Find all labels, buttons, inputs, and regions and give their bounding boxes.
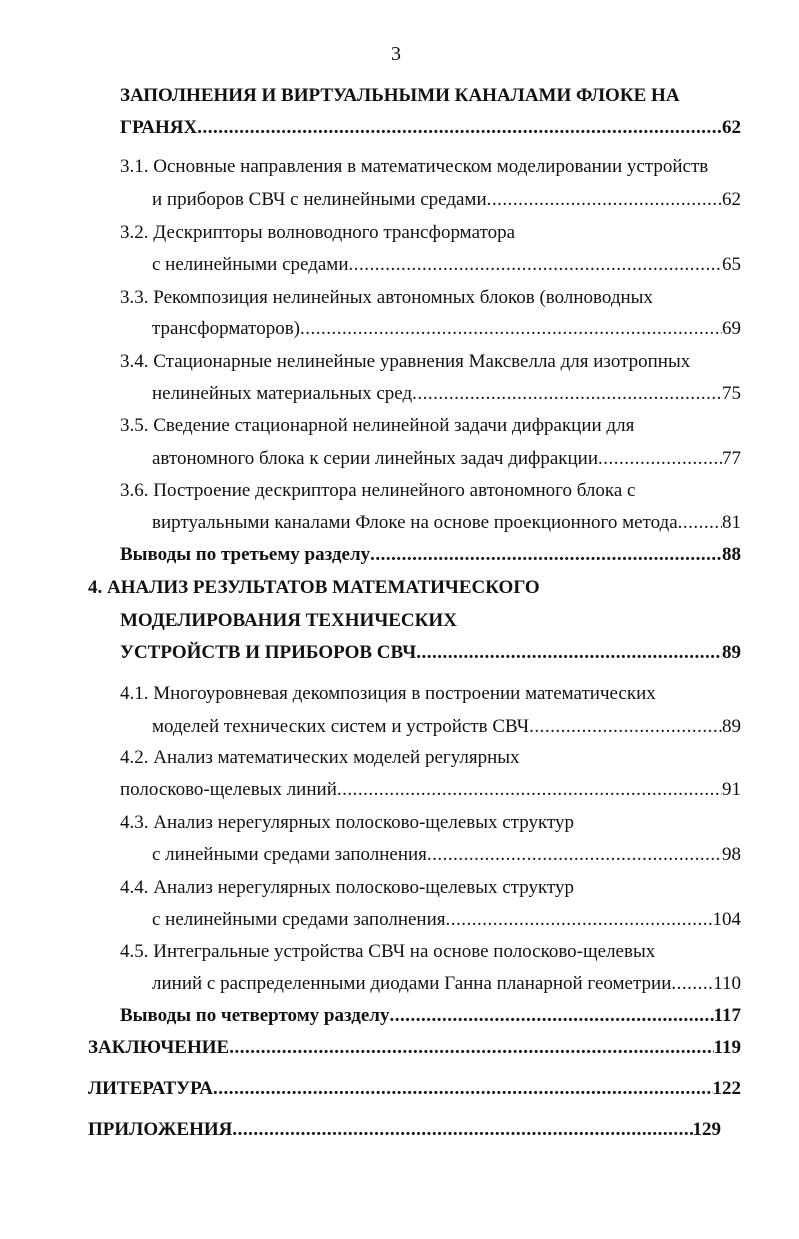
toc-page-number: 62 (722, 189, 741, 210)
leader-dots (232, 1118, 692, 1142)
toc-text: УСТРОЙСТВ И ПРИБОРОВ СВЧ (120, 642, 417, 663)
toc-page-number: 88 (722, 544, 741, 565)
toc-page-number: 104 (712, 909, 741, 930)
toc-text: с нелинейными средами заполнения (152, 909, 446, 930)
toc-entry-4-4-line1: 4.4. Анализ нерегулярных полосково-щелевых структур (120, 877, 574, 898)
leader-dots (487, 188, 722, 212)
toc-entry-4-3-line1: 4.3. Анализ нерегулярных полосково-щелевых структур (120, 812, 574, 833)
toc-page-number: 129 (692, 1119, 721, 1140)
toc-page-number: 69 (722, 318, 741, 339)
toc-entry-appendices (88, 1118, 721, 1142)
leader-dots (337, 778, 722, 802)
toc-entry-4-5-line1: 4.5. Интегральные устройства СВЧ на основе полосково-щелевых (120, 941, 656, 962)
toc-page-number: 89 (722, 716, 741, 737)
toc-page-number: 89 (722, 642, 741, 663)
toc-entry-section-4-conclusions (120, 1004, 741, 1028)
leader-dots (197, 116, 722, 140)
toc-entry-3-6-line1: 3.6. Построение дескриптора нелинейного автономного блока с (120, 480, 636, 501)
toc-entry-3-1-line2 (152, 188, 741, 212)
toc-page-number: 77 (722, 448, 741, 469)
toc-page-number: 117 (713, 1005, 741, 1026)
toc-entry-3-1-line1: 3.1. Основные направления в математическом моделировании устройств (120, 156, 709, 177)
toc-entry-3-4-line1: 3.4. Стационарные нелинейные уравнения Максвелла для изотропных (120, 351, 691, 372)
toc-entry-3-4-line2 (152, 382, 741, 406)
toc-entry-4-1-line1: 4.1. Многоуровневая декомпозиция в построении математических (120, 683, 656, 704)
toc-text: ГРАНЯХ (120, 117, 198, 138)
leader-dots (598, 447, 722, 471)
toc-text: автономного блока к серии линейных задач дифракции (152, 448, 599, 469)
toc-page-number: 65 (722, 254, 741, 275)
toc-entry-4-4-line2 (152, 908, 741, 932)
toc-entry-4-3-line2 (152, 843, 741, 867)
toc-entry-4-2-line1: 4.2. Анализ математических моделей регулярных (120, 747, 520, 768)
toc-entry-4-1-line2 (152, 715, 741, 739)
toc-entry-3-3-line2 (152, 317, 741, 341)
leader-dots (678, 511, 722, 535)
toc-page-number: 119 (713, 1037, 741, 1058)
leader-dots (349, 253, 723, 277)
toc-entry-4-2-line2 (120, 778, 741, 802)
leader-dots (213, 1077, 712, 1101)
toc-entry-3-6-line2 (152, 511, 741, 535)
section-3-heading-line2 (120, 116, 741, 140)
section-3-heading-line1: ЗАПОЛНЕНИЯ И ВИРТУАЛЬНЫМИ КАНАЛАМИ ФЛОКЕ НА (120, 85, 680, 106)
leader-dots (427, 843, 722, 867)
toc-page-number: 110 (713, 973, 741, 994)
toc-entry-literature (88, 1077, 741, 1101)
toc-text: линий с распределенными диодами Ганна планарной геометрии (152, 973, 672, 994)
leader-dots (300, 317, 722, 341)
toc-text: нелинейных материальных сред (152, 383, 413, 404)
toc-text: Выводы по третьему разделу (120, 544, 371, 565)
section-4-heading-line3 (120, 641, 741, 665)
toc-text: и приборов СВЧ с нелинейными средами (152, 189, 487, 210)
toc-text: полосково-щелевых линий (120, 779, 337, 800)
toc-text: моделей технических систем и устройств СВЧ (152, 716, 530, 737)
toc-text: ЛИТЕРАТУРА (88, 1078, 214, 1099)
toc-entry-3-5-line1: 3.5. Сведение стационарной нелинейной задачи дифракции для (120, 415, 635, 436)
toc-entry-section-3-conclusions (120, 543, 741, 567)
toc-page-number: 91 (722, 779, 741, 800)
toc-page-number: 75 (722, 383, 741, 404)
toc-page-number: 122 (712, 1078, 741, 1099)
toc-text: виртуальными каналами Флоке на основе проекционного метода (152, 512, 678, 533)
section-4-heading-line2: МОДЕЛИРОВАНИЯ ТЕХНИЧЕСКИХ (120, 610, 457, 631)
toc-text: с линейными средами заполнения (152, 844, 427, 865)
toc-page-number: 81 (722, 512, 741, 533)
section-4-heading-line1: 4. АНАЛИЗ РЕЗУЛЬТАТОВ МАТЕМАТИЧЕСКОГО (88, 577, 540, 598)
toc-page-number: 98 (722, 844, 741, 865)
leader-dots (389, 1004, 713, 1028)
leader-dots (446, 908, 713, 932)
leader-dots (229, 1036, 713, 1060)
leader-dots (671, 972, 713, 996)
page-number: 3 (391, 43, 401, 65)
toc-text: ПРИЛОЖЕНИЯ (88, 1119, 233, 1140)
toc-text: трансформаторов) (152, 318, 301, 339)
toc-page-number: 62 (722, 117, 741, 138)
toc-entry-3-2-line1: 3.2. Дескрипторы волноводного трансформатора (120, 222, 516, 243)
leader-dots (416, 641, 722, 665)
toc-text: с нелинейными средами (152, 254, 349, 275)
leader-dots (370, 543, 722, 567)
toc-entry-3-2-line2 (152, 253, 741, 277)
toc-entry-3-5-line2 (152, 447, 741, 471)
toc-entry-4-5-line2 (152, 972, 741, 996)
toc-entry-3-3-line1: 3.3. Рекомпозиция нелинейных автономных блоков (волноводных (120, 287, 653, 308)
leader-dots (529, 715, 722, 739)
toc-text: Выводы по четвертому разделу (120, 1005, 390, 1026)
toc-entry-conclusion (88, 1036, 741, 1060)
leader-dots (412, 382, 722, 406)
toc-text: ЗАКЛЮЧЕНИЕ (88, 1037, 230, 1058)
